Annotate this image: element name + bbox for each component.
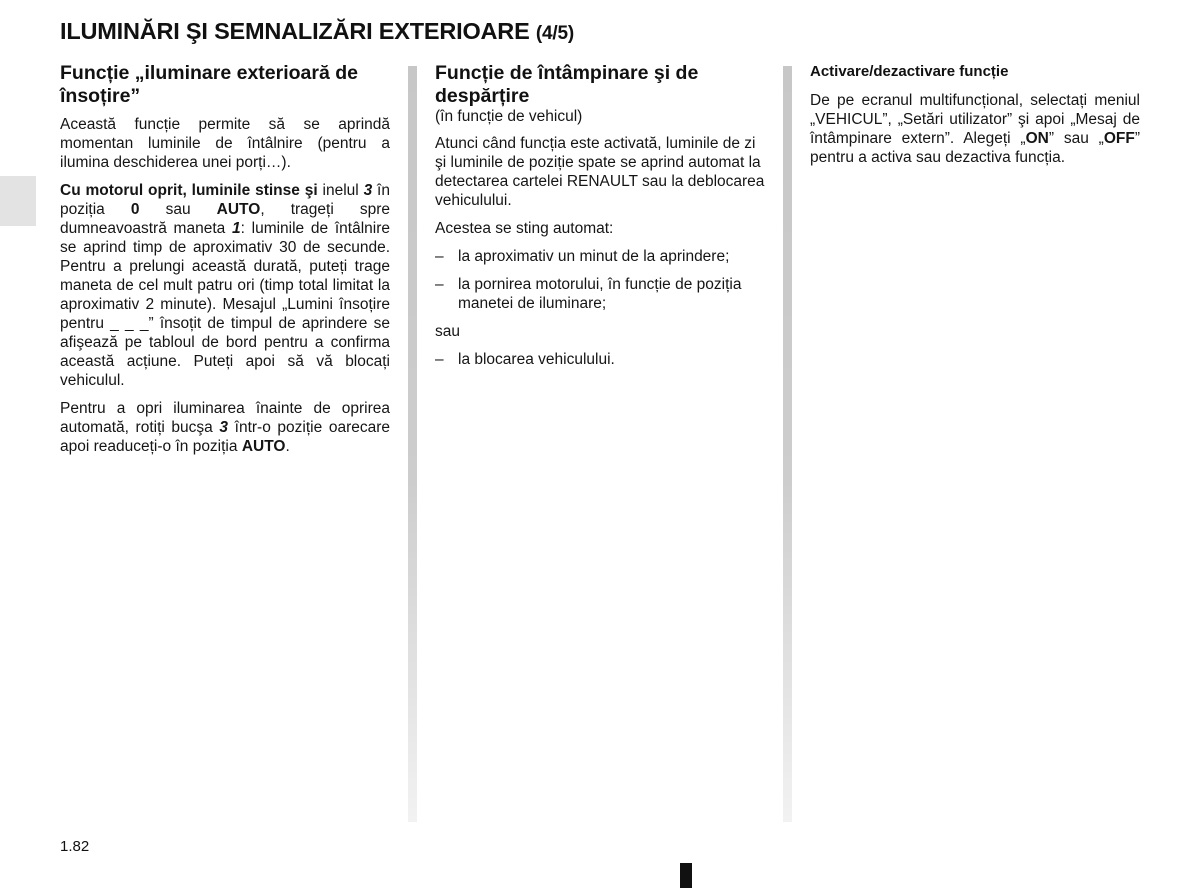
position-zero: 0 xyxy=(130,201,140,218)
text-run: ” pentru a activa sau dezactiva funcția. xyxy=(810,130,1140,166)
auto-off-conditions-list xyxy=(435,247,765,313)
column-activation xyxy=(810,62,1140,176)
section-heading-welcome-goodbye: Funcție de întâmpinare şi de despărțire xyxy=(435,62,699,107)
position-auto: AUTO xyxy=(241,438,286,455)
text-run: De pe ecranul multifuncțional, selectați meniul „VEHICUL”, „Setări utilizator” şi apoi „Mesaj de întâmpinare extern”. Alegeți „ xyxy=(810,92,1140,147)
dash-bullet: – xyxy=(435,276,444,293)
chapter-side-tab xyxy=(0,176,36,226)
dash-bullet: – xyxy=(435,351,444,368)
option-on: ON xyxy=(1025,130,1049,147)
text-run: : luminile de întâlnire se aprind timp de aproximativ 30 de secunde. Pentru a prelungi această durată, puteți trage maneta de cel mult patru ori (timp total limitat la aproximativ 2 minute). Mesajul „Lumini însoțire pentru _ _ _” însoțit de timpul de aprindere se afişează pe tabloul de bord pentru a confirma această acțiune. Puteți apoi să vă blocați vehiculul. xyxy=(60,220,390,389)
text-run: inelul xyxy=(317,182,364,199)
text-run: . xyxy=(285,438,290,455)
column-exterior-escort-lighting xyxy=(60,62,390,465)
section-heading-activation: Activare/dezactivare funcție xyxy=(810,63,1009,80)
ref-number-1: 1 xyxy=(231,220,241,237)
ref-number-3: 3 xyxy=(363,182,373,199)
paragraph-welcome-intro: Atunci când funcția este activată, luminile de zi şi luminile de poziție spate se aprind automat la detectarea cartelei RENAULT sau la deblocarea vehiculului. xyxy=(435,135,765,209)
column-divider-right xyxy=(783,66,792,822)
text-run: Pentru a opri iluminarea înainte de oprirea automată, rotiți bucşa xyxy=(60,400,390,436)
text-bold-lead: Cu motorul oprit, luminile stinse şi xyxy=(60,182,318,199)
print-crop-mark xyxy=(680,863,692,888)
paragraph-activation xyxy=(810,91,1140,167)
paragraph-or: sau xyxy=(435,323,460,340)
text-run: sau xyxy=(139,201,217,218)
ref-number-3: 3 xyxy=(219,419,229,436)
option-off: OFF xyxy=(1103,130,1135,147)
vehicle-dependency-note: (în funcție de vehicul) xyxy=(435,108,583,125)
column-divider-left xyxy=(408,66,417,822)
column-welcome-goodbye xyxy=(435,62,765,378)
list-item xyxy=(435,350,765,369)
position-auto: AUTO xyxy=(216,201,261,218)
page-title-part: (4/5) xyxy=(535,23,574,44)
list-item xyxy=(435,247,765,266)
paragraph-escort-procedure xyxy=(60,181,390,390)
page-number: 1.82 xyxy=(60,838,90,855)
text-run: într-o poziție oarecare apoi readuceți-o în poziția xyxy=(60,419,391,455)
dash-bullet: – xyxy=(435,248,444,265)
paragraph-auto-off: Acestea se sting automat: xyxy=(435,220,614,237)
page-title xyxy=(60,18,574,45)
text-run: ” sau „ xyxy=(1048,130,1104,147)
auto-off-conditions-list-2 xyxy=(435,350,765,369)
text-run: în poziția xyxy=(60,182,390,218)
section-heading-escort-lighting: Funcție „iluminare exterioară de însoțire” xyxy=(60,62,359,107)
list-item xyxy=(435,275,765,313)
page-title-text: ILUMINĂRI ŞI SEMNALIZĂRI EXTERIOARE xyxy=(60,18,530,44)
list-item-text: la blocarea vehiculului. xyxy=(458,351,615,368)
paragraph-escort-intro: Această funcție permite să se aprindă momentan luminile de întâlnire (pentru a ilumina deschiderea unei porți…). xyxy=(60,116,390,171)
paragraph-escort-stop xyxy=(60,399,390,456)
text-run: , trageți spre dumneavoastră maneta xyxy=(60,201,391,237)
list-item-text: la pornirea motorului, în funcție de poziția manetei de iluminare; xyxy=(458,276,742,312)
list-item-text: la aproximativ un minut de la aprindere; xyxy=(458,248,730,265)
